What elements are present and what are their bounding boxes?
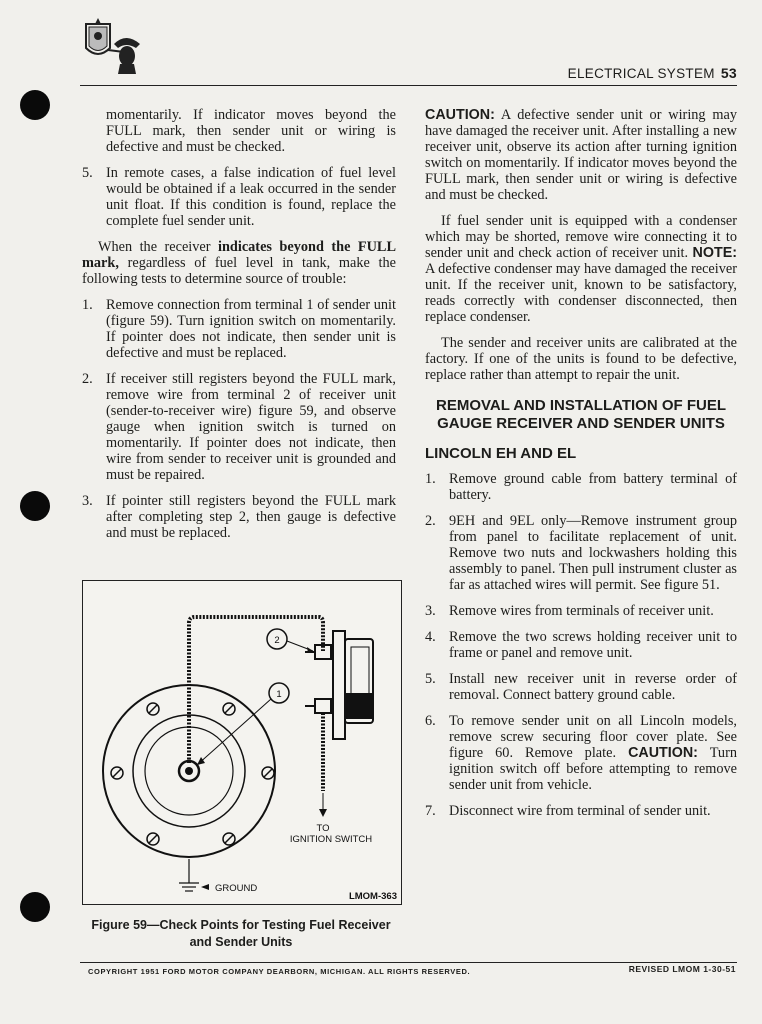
item-number: 2. — [425, 513, 436, 529]
item-text: If receiver still registers beyond the FULL mark, remove wire from terminal 2 of receiver unit (sender-to-receiver wire) figure 59, and observe gauge when ignition switch is turned on momentarily. If pointer does not indicate, then wire from sender to receiver unit is grounded and must be repaired. — [106, 371, 396, 483]
figure-ref-code: LMOM-363 — [348, 891, 397, 902]
item-text: Remove ground cable from battery terminal of battery. — [449, 471, 737, 503]
procedure-step — [425, 629, 737, 661]
item-number: 5. — [82, 165, 93, 181]
para-text: If fuel sender unit is equipped with a condenser which may be shorted, remove wire connecting it to sender unit and check action of receiver unit. — [425, 213, 737, 261]
left-column — [82, 107, 396, 551]
para-text: A defective condenser may have damaged the receiver unit. If the receiver unit, known to be satisfactory, reads correctly with condenser disconnected, then replace condenser. — [425, 261, 737, 325]
condenser-paragraph — [425, 213, 737, 325]
to-label: TO — [316, 823, 330, 834]
item-text: Turn ignition switch off before attempting to remove sender unit from vehicle. — [449, 745, 737, 793]
item-text: Disconnect wire from terminal of sender unit. — [449, 803, 711, 819]
ignition-switch-label: IGNITION SWITCH — [289, 834, 373, 845]
para-text: regardless of fuel level in tank, make the following tests to determine source of trouble: — [82, 255, 396, 287]
item-text: To remove sender unit on all Lincoln models, remove screw securing floor cover plate. See figure 60. Remove plate. — [449, 713, 737, 761]
callout-1-label: 1 — [276, 689, 282, 700]
caution-label: CAUTION: — [628, 745, 698, 761]
punch-hole — [20, 491, 50, 521]
procedure-step — [425, 513, 737, 593]
receiver-paragraph — [82, 239, 396, 287]
calibrated-paragraph: The sender and receiver units are calibrated at the factory. If one of the units is found to be defective, replace rather than attempt to repair the unit. — [425, 335, 737, 383]
item-text: Remove wires from terminals of receiver unit. — [449, 603, 714, 619]
item-text: In remote cases, a false indication of fuel level would be obtained if a leak occurred in the sender unit float. If this condition is found, replace the complete fuel sender unit. — [106, 165, 396, 229]
continued-paragraph: momentarily. If indicator moves beyond the FULL mark, then sender unit or wiring is defective and must be checked. — [106, 107, 396, 155]
item-text: Remove connection from terminal 1 of sender unit (figure 59). Turn ignition switch on momentarily. If pointer does not indicate, then sender unit is defective and must be replaced. — [106, 297, 396, 361]
figure-caption — [82, 917, 400, 951]
running-header — [500, 65, 737, 81]
caption-line: Figure 59—Check Points for Testing Fuel Receiver — [91, 918, 391, 932]
caution-label: CAUTION: — [425, 107, 495, 123]
caution-paragraph — [425, 107, 737, 203]
fuel-gauge-diagram — [83, 581, 401, 904]
test-step — [82, 297, 396, 361]
right-column — [425, 107, 737, 829]
section-title: ELECTRICAL SYSTEM — [567, 66, 715, 81]
para-text: A defective sender unit or wiring may have damaged the receiver unit. After installing a new receiver unit, observe its action after turning ignition switch on momentarily. If indicator moves beyond the FULL mark, then sender unit or wiring is defective and must be checked. — [425, 107, 737, 203]
test-step — [82, 371, 396, 483]
ground-label: GROUND — [215, 883, 258, 894]
callout-2-label: 2 — [274, 635, 280, 646]
item-number: 1. — [425, 471, 436, 487]
note-label: NOTE: — [692, 245, 737, 261]
mounting-screws — [111, 703, 274, 845]
item-text: If pointer still registers beyond the FULL mark after completing step 2, then gauge is defective and must be replaced. — [106, 493, 396, 541]
item-number: 3. — [82, 493, 93, 509]
figure-59 — [82, 580, 402, 905]
caption-line: and Sender Units — [189, 935, 293, 949]
procedure-step — [425, 671, 737, 703]
punch-hole — [20, 892, 50, 922]
item-number: 3. — [425, 603, 436, 619]
sender-wire — [189, 617, 323, 763]
item-text: 9EH and 9EL only—Remove instrument group from panel to facilitate replacement of unit. Remove two nuts and lockwashers holding this assembly to panel. Then pull instrument cluster as far as attached wires will permit. See figure 51. — [449, 513, 737, 593]
procedure-step — [425, 471, 737, 503]
para-text: When the receiver — [98, 239, 218, 255]
test-step — [82, 493, 396, 541]
item-text: Install new receiver unit in reverse order of removal. Connect battery ground cable. — [449, 671, 737, 703]
procedure-step — [425, 803, 737, 819]
section-heading: REMOVAL AND INSTALLATION OF FUEL GAUGE RECEIVER AND SENDER UNITS — [436, 397, 726, 432]
header-rule — [80, 85, 737, 86]
item-text: Remove the two screws holding receiver unit to frame or panel and remove unit. — [449, 629, 737, 661]
footer-rule — [80, 962, 737, 963]
punch-hole — [20, 90, 50, 120]
item-number: 4. — [425, 629, 436, 645]
item-number: 1. — [82, 297, 93, 313]
item-number: 6. — [425, 713, 436, 729]
copyright-notice: COPYRIGHT 1951 FORD MOTOR COMPANY DEARBORN, MICHIGAN. ALL RIGHTS RESERVED. — [88, 967, 471, 976]
item-number: 7. — [425, 803, 436, 819]
procedure-step — [425, 713, 737, 793]
list-item — [82, 165, 396, 229]
emphasis-text: indicates beyond the FULL mark, — [82, 239, 396, 271]
revision-notice: REVISED LMOM 1-30-51 — [628, 964, 736, 974]
ground-symbol — [179, 859, 199, 891]
lincoln-crest-logo — [80, 14, 146, 76]
item-number: 2. — [82, 371, 93, 387]
page-number: 53 — [720, 65, 737, 81]
procedure-step — [425, 603, 737, 619]
item-number: 5. — [425, 671, 436, 687]
subheading: LINCOLN EH AND EL — [425, 445, 577, 462]
